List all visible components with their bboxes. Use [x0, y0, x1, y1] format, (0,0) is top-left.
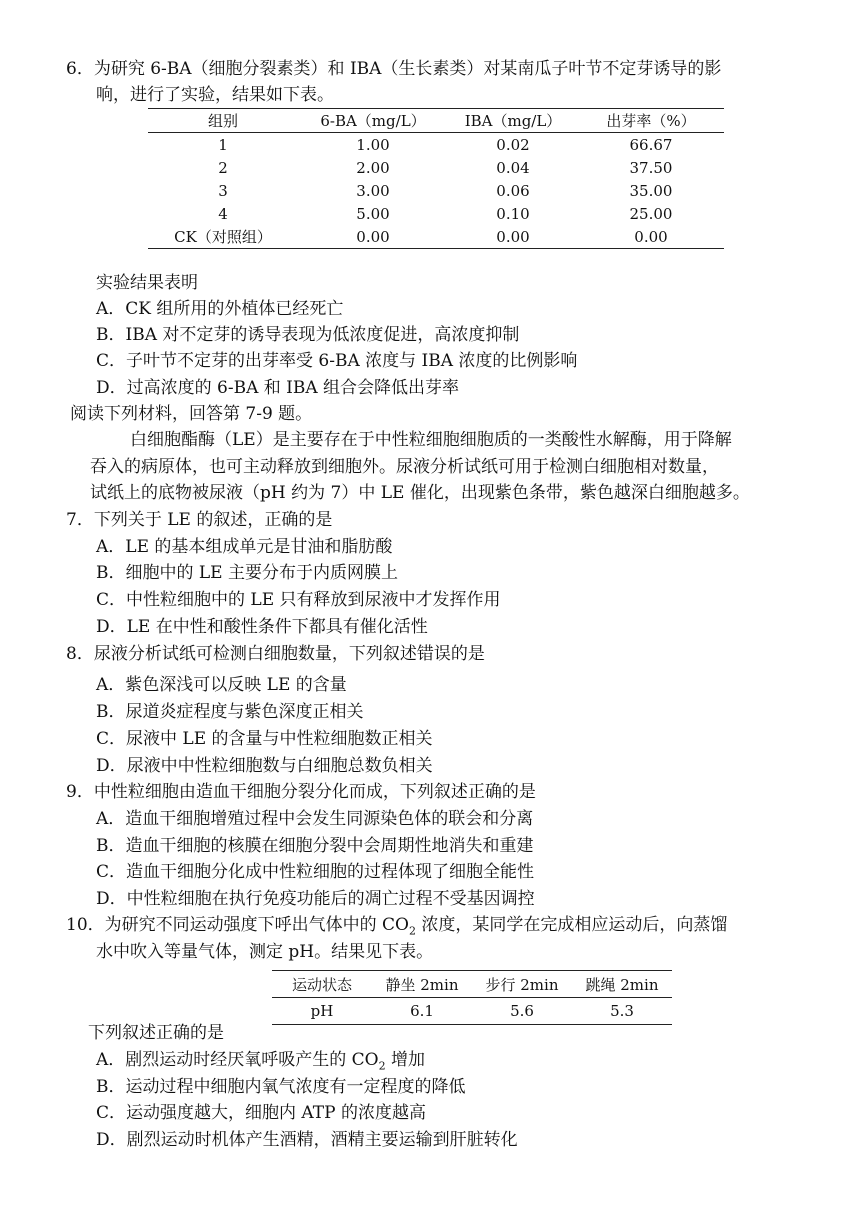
- q10-stem-subscript: 2: [408, 924, 416, 938]
- table-cell: 2: [218, 158, 228, 177]
- q9-option-a: A．造血干细胞增殖过程中会发生同源染色体的联会和分离: [96, 809, 534, 829]
- q10-lead: 下列叙述正确的是: [88, 1023, 224, 1043]
- table-header-cell: 出芽率（%）: [606, 112, 696, 130]
- table-cell: 1.00: [356, 135, 390, 154]
- table-row: [148, 202, 724, 225]
- table-cell: 1: [218, 135, 228, 154]
- table-cell: 35.00: [629, 181, 673, 200]
- table-cell: 4: [218, 204, 228, 223]
- q6-option-a: A．CK 组所用的外植体已经死亡: [96, 299, 344, 319]
- reading-intro: 阅读下列材料，回答第 7-9 题。: [70, 404, 313, 424]
- q10-ph-table: [272, 970, 672, 1025]
- q6-results-table: [148, 108, 724, 249]
- table-cell: 6.1: [410, 1002, 434, 1020]
- q10-option-subscript: 2: [378, 1059, 386, 1073]
- table-header-row: [272, 971, 672, 998]
- table-cell: 0.00: [496, 227, 530, 246]
- q9-option-c: C．造血干细胞分化成中性粒细胞的过程体现了细胞全能性: [96, 862, 535, 882]
- q8-option-d: D．尿液中中性粒细胞数与白细胞总数负相关: [96, 756, 433, 776]
- table-cell: 5.3: [610, 1002, 634, 1020]
- table-row: [148, 179, 724, 202]
- table-cell: 5.6: [510, 1002, 534, 1020]
- table-row: [148, 133, 724, 157]
- table-header-row: [148, 109, 724, 133]
- table-cell: 66.67: [629, 135, 673, 154]
- q8-option-a: A．紫色深浅可以反映 LE 的含量: [96, 675, 347, 695]
- table-cell: 37.50: [629, 158, 673, 177]
- q7-option-a: A．LE 的基本组成单元是甘油和脂肪酸: [96, 537, 393, 557]
- reading-line: 吞入的病原体，也可主动释放到细胞外。尿液分析试纸可用于检测白细胞相对数量，: [90, 457, 719, 477]
- table-header-cell: 组别: [207, 112, 238, 130]
- q10-option-b: B．运动过程中细胞内氧气浓度有一定程度的降低: [96, 1077, 466, 1097]
- q6-stem-line2: 响，进行了实验，结果如下表。: [96, 85, 334, 105]
- q6-option-b: B．IBA 对不定芽的诱导表现为低浓度促进，高浓度抑制: [96, 325, 520, 345]
- q6-stem-line1: 6．为研究 6-BA（细胞分裂素类）和 IBA（生长素类）对某南瓜子叶节不定芽诱导的影: [66, 59, 722, 79]
- q10-stem-line2: 水中吹入等量气体，测定 pH。结果见下表。: [96, 942, 434, 962]
- q7-stem: 7．下列关于 LE 的叙述，正确的是: [66, 510, 333, 530]
- table-cell: pH: [310, 1002, 334, 1020]
- table-cell: 5.00: [356, 204, 390, 223]
- q10-option-text: A．剧烈运动时经厌氧呼吸产生的 CO: [96, 1050, 379, 1070]
- table-row: [148, 225, 724, 249]
- q10-option-d: D．剧烈运动时机体产生酒精，酒精主要运输到肝脏转化: [96, 1130, 518, 1150]
- q8-option-c: C．尿液中 LE 的含量与中性粒细胞数正相关: [96, 729, 433, 749]
- table-cell: 0.06: [496, 181, 530, 200]
- table-header-cell: 6-BA（mg/L）: [320, 112, 426, 130]
- table-cell: 0.00: [356, 227, 390, 246]
- q10-stem-line1: [66, 914, 727, 942]
- table-row: [148, 156, 724, 179]
- q7-option-c: C．中性粒细胞中的 LE 只有释放到尿液中才发挥作用: [96, 590, 501, 610]
- q8-option-b: B．尿道炎症程度与紫色深度正相关: [96, 702, 364, 722]
- q7-option-d: D．LE 在中性和酸性条件下都具有催化活性: [96, 617, 428, 637]
- table-header-cell: IBA（mg/L）: [464, 112, 562, 130]
- q9-stem: 9．中性粒细胞由造血干细胞分裂分化而成，下列叙述正确的是: [66, 782, 536, 802]
- table-cell: 25.00: [629, 204, 673, 223]
- table-header-cell: 步行 2min: [485, 975, 559, 994]
- q9-option-d: D．中性粒细胞在执行免疫功能后的凋亡过程不受基因调控: [96, 889, 535, 909]
- table-cell: 3: [218, 181, 228, 200]
- table-cell: CK（对照组）: [174, 228, 272, 246]
- q6-option-d: D．过高浓度的 6-BA 和 IBA 组合会降低出芽率: [96, 378, 460, 398]
- table-cell: 2.00: [356, 158, 390, 177]
- table-header-cell: 跳绳 2min: [585, 975, 659, 994]
- reading-line: 白细胞酯酶（LE）是主要存在于中性粒细胞细胞质的一类酸性水解酶，用于降解: [130, 430, 732, 450]
- table-cell: 3.00: [356, 181, 390, 200]
- q6-option-c: C．子叶节不定芽的出芽率受 6-BA 浓度与 IBA 浓度的比例影响: [96, 351, 578, 371]
- table-cell: 0.10: [496, 204, 530, 223]
- q10-option-text: 增加: [385, 1050, 426, 1070]
- q6-lead: 实验结果表明: [96, 273, 198, 293]
- q10-option-c: C．运动强度越大，细胞内 ATP 的浓度越高: [96, 1103, 426, 1123]
- q10-stem-text: 10．为研究不同运动强度下呼出气体中的 CO: [66, 915, 409, 935]
- q10-option-a: [96, 1049, 425, 1077]
- q8-stem: 8．尿液分析试纸可检测白细胞数量，下列叙述错误的是: [66, 644, 485, 664]
- table-cell: 0.02: [496, 135, 530, 154]
- q9-option-b: B．造血干细胞的核膜在细胞分裂中会周期性地消失和重建: [96, 836, 534, 856]
- reading-line: 试纸上的底物被尿液（pH 约为 7）中 LE 催化，出现紫色条带，紫色越深白细胞越多。: [90, 483, 750, 503]
- table-cell: 0.04: [496, 158, 530, 177]
- table-header-cell: 运动状态: [291, 975, 352, 994]
- table-cell: 0.00: [634, 227, 668, 246]
- table-header-cell: 静坐 2min: [385, 975, 459, 994]
- q10-stem-text: 浓度，某同学在完成相应运动后，向蒸馏: [415, 915, 728, 935]
- q7-option-b: B．细胞中的 LE 主要分布于内质网膜上: [96, 563, 398, 583]
- table-row: [272, 998, 672, 1025]
